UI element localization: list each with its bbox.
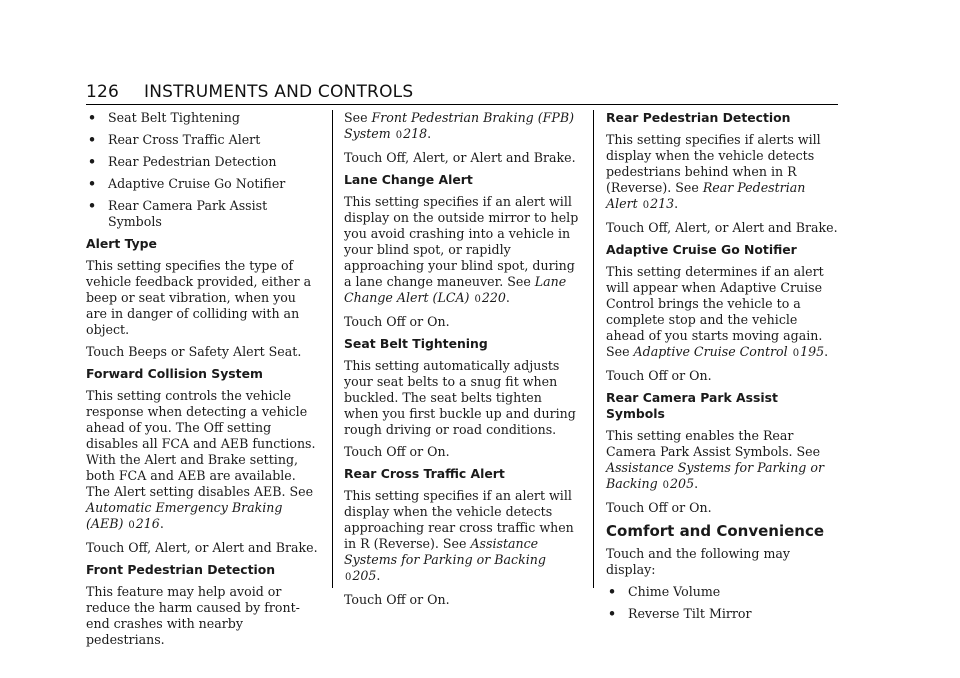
park-assist-heading: Rear Camera Park Assist Symbols [606, 390, 778, 421]
settings-list [86, 110, 318, 230]
alert-type-touch: Touch Beeps or Safety Alert Seat. [86, 344, 302, 359]
front-pedestrian-see: See Front Pedestrian Braking (FPB) System 0218. [344, 110, 575, 141]
bullet-icon: • [608, 584, 617, 599]
list-item: • Rear Camera Park Assist Symbols [88, 198, 268, 229]
list-item: • Seat Belt Tightening [88, 110, 240, 125]
seat-belt-heading: Seat Belt Tightening [344, 336, 488, 351]
bullet-icon: • [88, 176, 97, 191]
column-3 [606, 110, 838, 628]
comfort-body: Touch and the following may display: [606, 546, 791, 577]
list-item: • Rear Pedestrian Detection [88, 154, 277, 169]
adaptive-cruise-body: This setting determines if an alert will appear when Adaptive Cruise Control brings the vehicle to a complete stop and the vehicle ahead of you starts moving again. See Adaptive Cruise Control 0195. [606, 264, 829, 359]
page-ref[interactable]: 195 [800, 344, 825, 359]
cross-reference-link[interactable]: Lane Change Alert (LCA) [344, 274, 567, 305]
seat-belt-touch: Touch Off or On. [344, 444, 450, 459]
column-1 [86, 110, 318, 654]
column-divider [593, 110, 594, 588]
alert-type-heading: Alert Type [86, 236, 157, 251]
page-ref-arrow-icon: 0 [474, 294, 481, 305]
alert-type-body: This setting specifies the type of vehicle feedback provided, either a beep or seat vibration, when you are in danger of colliding with an object. [86, 258, 312, 337]
section-title: INSTRUMENTS AND CONTROLS [144, 82, 414, 102]
rear-cross-traffic-heading: Rear Cross Traffic Alert [344, 466, 505, 481]
page-ref-arrow-icon: 0 [395, 130, 403, 141]
page-ref[interactable]: 220 [481, 290, 506, 305]
park-assist-touch: Touch Off or On. [606, 500, 712, 515]
forward-collision-touch: Touch Off, Alert, or Alert and Brake. [86, 540, 318, 555]
comfort-heading: Comfort and Convenience [606, 522, 825, 540]
bullet-icon: • [88, 198, 97, 213]
cross-reference-link[interactable]: Front Pedestrian Braking (FPB) System [344, 110, 575, 141]
page-ref[interactable]: 218 [403, 126, 428, 141]
column-2 [344, 110, 580, 614]
page-ref[interactable]: 216 [135, 516, 160, 531]
rear-cross-traffic-touch: Touch Off or On. [344, 592, 450, 607]
page-ref-arrow-icon: 0 [662, 480, 670, 491]
list-item: • Chime Volume [608, 584, 721, 599]
page-number: 126 [86, 82, 120, 102]
lane-change-touch: Touch Off or On. [344, 314, 450, 329]
rear-pedestrian-touch: Touch Off, Alert, or Alert and Brake. [606, 220, 838, 235]
bullet-icon: • [88, 132, 97, 147]
rear-cross-traffic-body: This setting specifies if an alert will display when the vehicle detects approaching rear cross traffic when in R (Reverse). See Assistance Systems for Parking or Backing 0205. [344, 488, 574, 583]
cross-reference-link[interactable]: Automatic Emergency Braking (AEB) [86, 500, 283, 531]
cross-reference-link[interactable]: Adaptive Cruise Control [633, 344, 788, 359]
front-pedestrian-heading: Front Pedestrian Detection [86, 562, 276, 577]
seat-belt-body: This setting automatically adjusts your seat belts to a snug fit when buckled. The seat belts tighten when you first buckle up and during rough driving or road conditions. [344, 358, 576, 437]
cross-reference-link[interactable]: Assistance Systems for Parking or Backing [344, 536, 546, 567]
page-ref-arrow-icon: 0 [642, 200, 650, 211]
list-item: • Rear Cross Traffic Alert [88, 132, 261, 147]
page-ref-arrow-icon: 0 [128, 520, 135, 531]
bullet-icon: • [88, 110, 97, 125]
list-item: • Adaptive Cruise Go Notifier [88, 176, 286, 191]
list-item: • Reverse Tilt Mirror [608, 606, 752, 621]
cross-reference-link[interactable]: Assistance Systems for Parking or Backing [606, 460, 824, 491]
forward-collision-body: This setting controls the vehicle response when detecting a vehicle ahead of you. The Off setting disables all FCA and AEB functions. With the Alert and Brake setting, both FCA and AEB are available. The Alert setting disables AEB. See Automatic Emergency Braking (AEB) 0216. [86, 388, 316, 531]
column-divider [332, 110, 333, 588]
page-ref-arrow-icon: 0 [792, 348, 800, 359]
rear-pedestrian-body: This setting specifies if alerts will display when the vehicle detects pedestrians behind when in R (Reverse). See Rear Pedestrian Alert 0213. [606, 132, 821, 211]
page-ref[interactable]: 205 [670, 476, 695, 491]
forward-collision-heading: Forward Collision System [86, 366, 263, 381]
page-ref[interactable]: 205 [352, 568, 377, 583]
lane-change-body: This setting specifies if an alert will display on the outside mirror to help you avoid crashing into a vehicle in your blind spot, or rapidly approaching your blind spot, during a lane change maneuver. See Lane Change Alert (LCA) 0220. [344, 194, 579, 305]
bullet-icon: • [88, 154, 97, 169]
bullet-icon: • [608, 606, 617, 621]
front-pedestrian-touch: Touch Off, Alert, or Alert and Brake. [344, 150, 576, 165]
comfort-list [606, 584, 838, 622]
page-ref-arrow-icon: 0 [345, 572, 352, 583]
front-pedestrian-body: This feature may help avoid or reduce the harm caused by front-end crashes with nearby pedestrians. [86, 584, 300, 647]
page-ref[interactable]: 213 [650, 196, 675, 211]
rear-pedestrian-heading: Rear Pedestrian Detection [606, 110, 791, 125]
lane-change-heading: Lane Change Alert [344, 172, 473, 187]
page-header [86, 80, 838, 105]
adaptive-cruise-touch: Touch Off or On. [606, 368, 712, 383]
adaptive-cruise-heading: Adaptive Cruise Go Notifier [606, 242, 797, 257]
cross-reference-link[interactable]: Rear Pedestrian Alert [606, 180, 806, 211]
park-assist-body: This setting enables the Rear Camera Park Assist Symbols. See Assistance Systems for Parking or Backing 0205. [606, 428, 824, 491]
